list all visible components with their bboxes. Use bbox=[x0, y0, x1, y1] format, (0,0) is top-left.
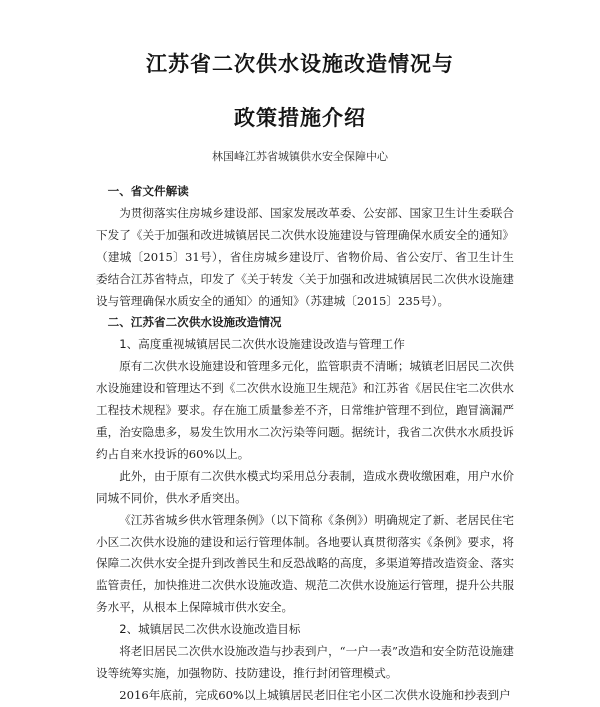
subsection-1-paragraph-1: 原有二次供水设施建设和管理多元化，监管职责不清晰；城镇老旧居民二次供水设施建设和管理达不到《二次供水设施卫生规范》和江苏省《居民住宅二次供水工程技术规程》要求。存在施工质量参差不齐，日常维护管理不到位，跑冒滴漏严重，治安隐患多，易发生饮用水二次污染等问题。据统计，我省二次供水水质投诉约占自来水投诉的60%以上。 bbox=[96, 359, 514, 461]
section-1-paragraph-1: 为贯彻落实住房城乡建设部、国家发展改革委、公安部、国家卫生计生委联合下发了《关于加强和改进城镇居民二次供水设施建设与管理确保水质安全的通知》（建城〔2015〕31号），省住房城乡建设厅、省物价局、省公安厅、省卫生计生委结合江苏省特点，印发了《关于转发〈关于加强和改进城镇居民二次供水设施建设与管理确保水质安全的通知〉的通知》（苏建城〔2015〕235号）。 bbox=[96, 205, 514, 308]
document-body bbox=[96, 181, 514, 707]
subsection-1-paragraph-2: 此外，由于原有二次供水模式均采用总分表制，造成水费收缴困难，用户水价同城不同价，供水矛盾突出。 bbox=[96, 468, 514, 505]
document-title-line-1: 江苏省二次供水设施改造情况与 bbox=[146, 52, 454, 76]
subsection-2-paragraph-2: 2016年底前，完成60%以上城镇居民老旧住宅小区二次供水设施和抄表到户 bbox=[119, 687, 511, 702]
section-2-heading: 二、江苏省二次供水设施改造情况 bbox=[107, 315, 282, 330]
subsection-2-paragraph-1: 将老旧居民二次供水设施改造与抄表到户，“一户一表”改造和安全防范设施建设等统筹实施，加强物防、技防建设，推行封闭管理模式。 bbox=[96, 644, 514, 680]
subsection-2-heading: 2、城镇居民二次供水设施改造目标 bbox=[119, 622, 301, 637]
author-line: 林国峰江苏省城镇供水安全保障中心 bbox=[212, 150, 388, 163]
subsection-1-heading: 1、高度重视城镇居民二次供水设施建设改造与管理工作 bbox=[119, 337, 405, 352]
document-title-line-2: 政策措施介绍 bbox=[234, 106, 366, 130]
subsection-1-paragraph-3: 《江苏省城乡供水管理条例》（以下简称《条例》）明确规定了新、老居民住宅小区二次供水设施的建设和运行管理体制。各地要认真贯彻落实《条例》要求，将保障二次供水安全提升到改善民生和反恐战略的高度，多渠道筹措改造资金、落实监管责任，加快推进二次供水设施改造、规范二次供水设施运行管理，提升公共服务水平，从根本上保障城市供水安全。 bbox=[96, 512, 514, 615]
section-1-heading: 一、省文件解读 bbox=[107, 184, 189, 198]
